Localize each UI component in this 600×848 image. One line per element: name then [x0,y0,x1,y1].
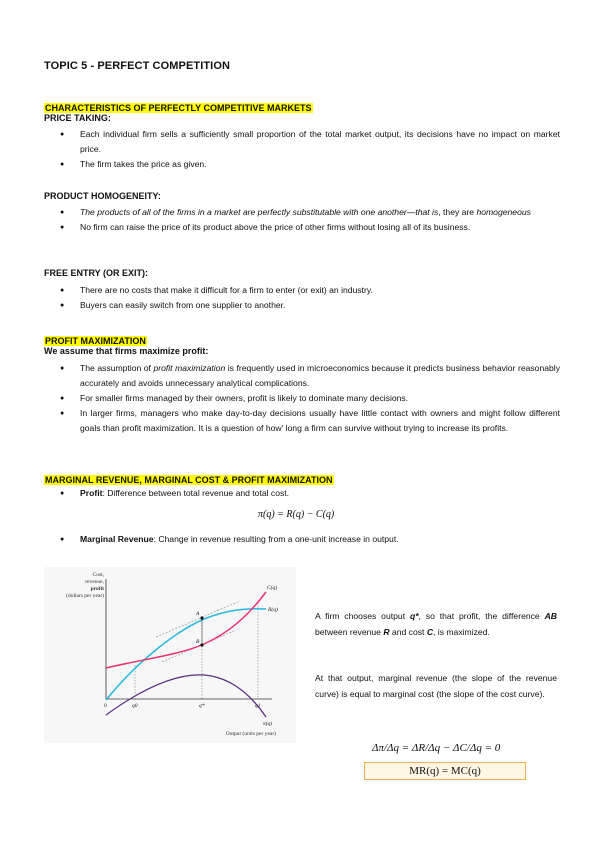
c-text: C [426,627,434,637]
profit-label: Profit [80,488,103,498]
text: between revenue [315,627,384,637]
text: A firm chooses output [315,611,410,621]
list-item: ● No firm can raise the price of its product above the price of other firms without losing all of its business. [44,220,560,235]
italic-text: profit maximization [153,363,226,373]
italic-text: homogeneous [476,207,531,217]
qstar-text: q* [409,611,419,621]
point-a-dot [200,616,203,619]
qstar-label: q* [199,703,205,709]
q0-label: q0 [132,703,138,709]
list-item: ● In larger firms, managers who make day-to-day decisions usually have little contact with owners and might follow different goals than profit maximization. It is a question of how' long a firm can survive without trying to increase its profits. [44,406,560,436]
label-free-entry: FREE ENTRY (OR EXIT): [44,268,149,278]
profit-equation: π(q) = R(q) − C(q) [258,509,335,520]
text: , so that profit, the difference [418,611,545,621]
label-price-taking: PRICE TAKING: [44,113,111,123]
explanation-paragraph-1 [315,608,557,640]
section-heading-profit-max: PROFIT MAXIMIZATION [45,336,146,346]
text: , is maximized. [433,627,490,637]
y-label-3: profit [90,586,104,592]
list-item: ● Each individual firm sells a sufficiently small proportion of the total market output, its decisions have no impact on market price. [44,127,560,157]
point-b-label: B [196,639,200,645]
list-mr-def [44,532,560,547]
list-item: ● The firm takes the price as given. [44,157,560,172]
section-heading-mr-mc: MARGINAL REVENUE, MARGINAL COST & PROFIT MAXIMIZATION [45,475,333,485]
list-item [44,361,560,391]
text: and cost [389,627,427,637]
list-item: ● Buyers can easily switch from one supplier to another. [44,298,560,313]
text: The assumption of [80,363,154,373]
list-item [44,486,560,501]
profit-max-chart [44,567,296,743]
q1-label: q1 [255,703,261,709]
list-profit-max [44,361,560,436]
list-price-taking [44,127,560,172]
list-profit-def [44,486,560,501]
text: is frequently used in microeconomics because it predicts business behavior reasonably accurately and avoids unnecessary analytical complications. [80,363,561,388]
marginal-equation: Δπ/Δq = ΔR/Δq − ΔC/Δq = 0 [372,742,501,754]
y-label-2: revenue, [85,579,104,585]
origin-label: 0 [104,703,107,709]
point-b-dot [200,643,203,646]
y-label-4: (dollars per year) [66,593,104,599]
list-item [44,205,560,220]
point-a-label: A [196,611,200,617]
cost-curve-label: C(q) [267,585,278,591]
ab-text: AB [544,611,557,621]
explanation-paragraph-2: At that output, marginal revenue (the slope of the revenue curve) is equal to marginal cost (the slope of the cost curve). [315,673,557,699]
text: : Difference between total revenue and total cost. [102,488,290,498]
list-free-entry [44,283,560,313]
page-title: TOPIC 5 - PERFECT COMPETITION [44,60,231,72]
italic-text: The products of all of the firms in a market are perfectly substitutable with one another—that is [80,207,439,217]
lead-text: We assume that firms maximize profit: [44,346,209,356]
y-label-1: Cost, [92,572,104,578]
x-axis-label: Output (units per year) [225,731,276,737]
list-item [44,532,560,547]
list-item: ● For smaller firms managed by their owners, profit is likely to dominate many decisions. [44,391,560,406]
list-homogeneity [44,205,560,235]
section-heading-characteristics: CHARACTERISTICS OF PERFECTLY COMPETITIVE MARKETS [45,103,312,113]
text: : Change in revenue resulting from a one-unit increase in output. [153,534,399,544]
revenue-curve-label: R(q) [268,607,278,613]
mr-label: Marginal Revenue [80,534,154,544]
label-product-homogeneity: PRODUCT HOMOGENEITY: [44,191,161,201]
list-item: ● There are no costs that make it difficult for a firm to enter (or exit) an industry. [44,283,560,298]
text: , they are [438,207,475,217]
mr-mc-equation-box: MR(q) = MC(q) [364,762,526,780]
r-text: R [383,627,390,637]
profit-curve-label: π(q) [263,721,273,727]
